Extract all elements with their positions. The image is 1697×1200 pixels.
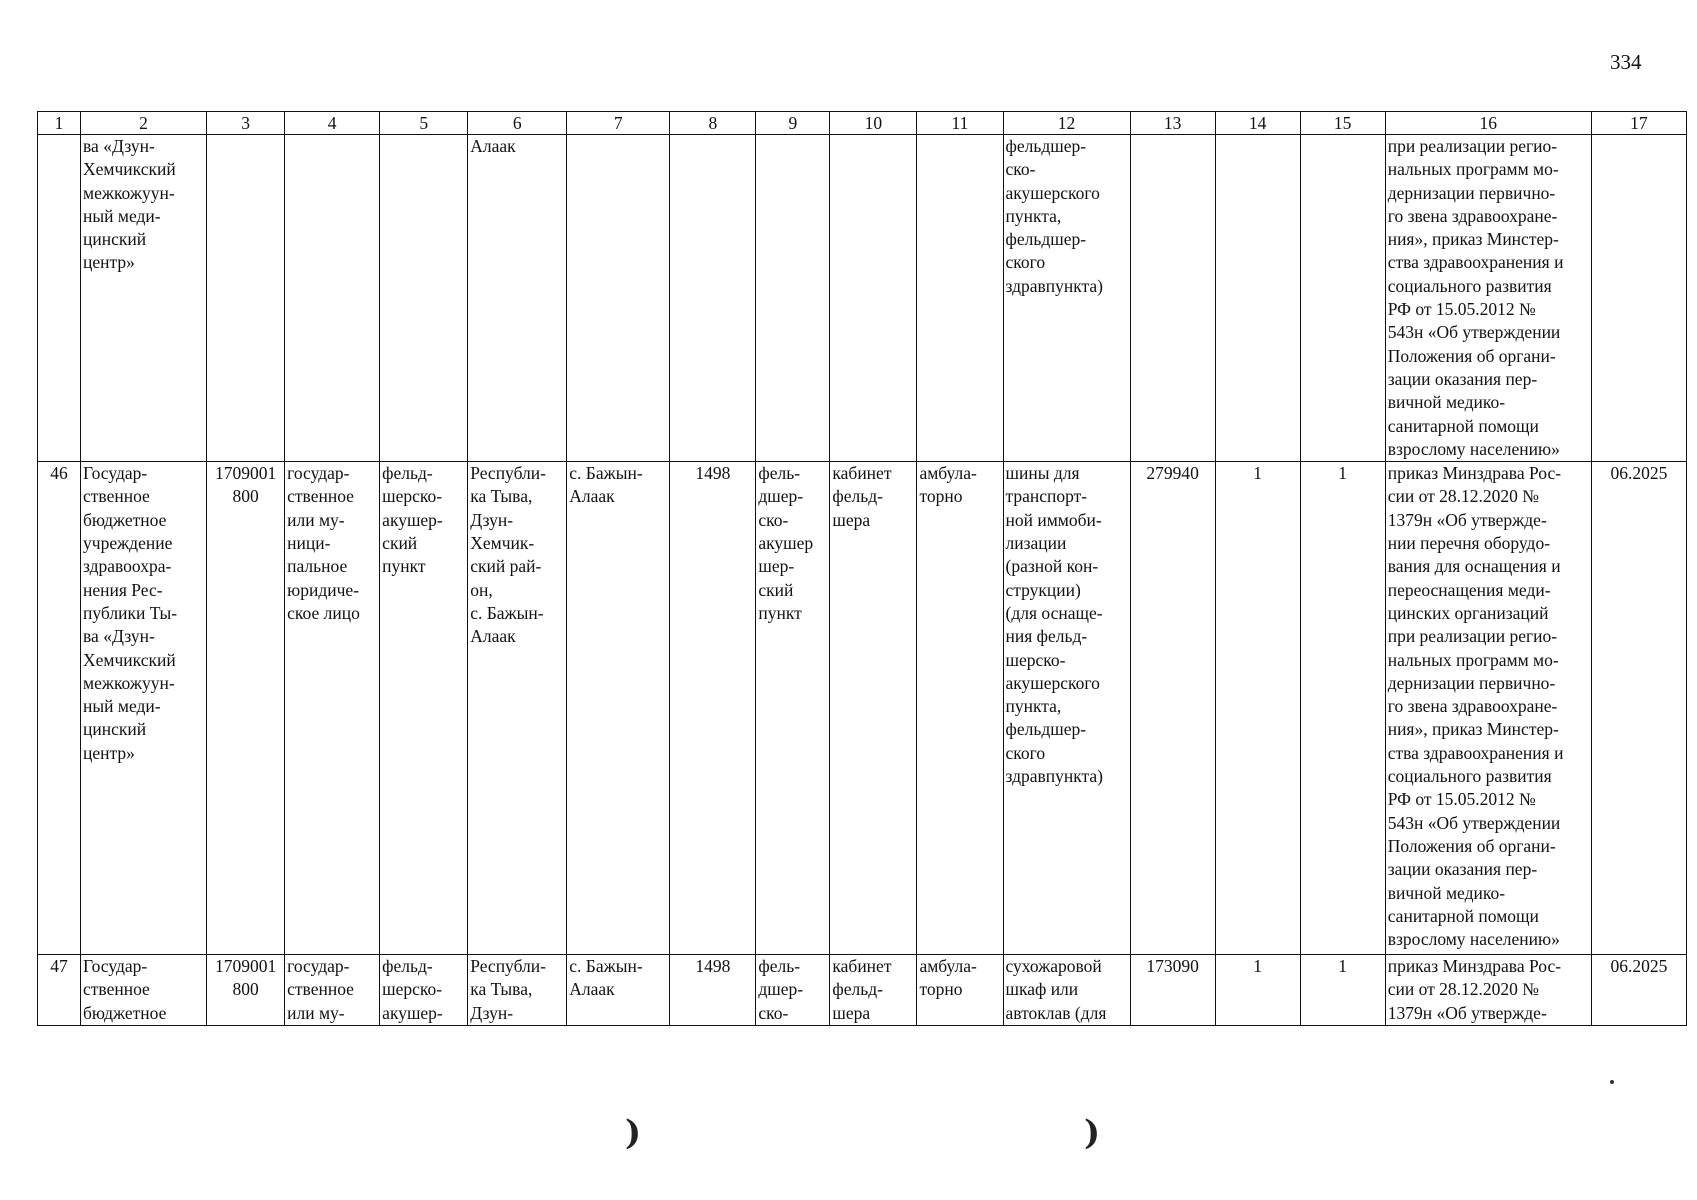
cell-text-line: дернизации первично- <box>1387 182 1556 203</box>
cell-text-line: учреждение <box>83 533 173 554</box>
unit-cell <box>756 462 830 955</box>
cell-text-line: зации оказания пер- <box>1387 368 1538 389</box>
organization-name-cell <box>81 955 207 1026</box>
cell-text-line: пункта, <box>1005 205 1062 226</box>
cell-text-line: ственное <box>83 979 150 1000</box>
cell-text-line: ния», приказ Минстер- <box>1387 229 1559 250</box>
population-cell: 1498 <box>670 462 756 955</box>
cell-text-line: цинский <box>83 719 147 740</box>
legal-form-cell <box>285 135 380 462</box>
margin-mark: ) <box>1084 1113 1101 1153</box>
quantity-cell <box>1300 135 1385 462</box>
cell-text-line: зации оказания пер- <box>1387 859 1538 880</box>
equipment-cell <box>1003 462 1130 955</box>
cost-cell: 279940 <box>1130 462 1215 955</box>
equipment-table <box>37 111 1687 1026</box>
cell-text-line: или му- <box>287 509 345 530</box>
cell-text-line: ско- <box>758 1002 789 1023</box>
organization-name-cell <box>81 135 207 462</box>
column-number-row <box>38 112 1687 135</box>
quantity-cell: 1 <box>1300 955 1385 1026</box>
column-header-6: 6 <box>468 112 567 135</box>
cost-cell: 173090 <box>1130 955 1215 1026</box>
quantity-cell: 1 <box>1215 462 1300 955</box>
cell-text-line: ства здравоохранения и <box>1387 252 1564 273</box>
date-cell <box>1591 135 1686 462</box>
cell-text-line: акушер- <box>382 509 443 530</box>
cell-text-line: ско- <box>1005 159 1036 180</box>
cell-text-line: кабинет <box>832 956 892 977</box>
column-header-11: 11 <box>917 112 1003 135</box>
cell-text-line: кабинет <box>832 463 892 484</box>
cell-text-line: ния фельд- <box>1005 626 1088 647</box>
cell-text-line: межкожуун- <box>83 672 175 693</box>
cell-text-line: или му- <box>287 1002 345 1023</box>
equipment-cell <box>1003 135 1130 462</box>
cell-text-line: 543н «Об утверждении <box>1387 322 1561 343</box>
cell-text-line: (для оснаще- <box>1005 602 1103 623</box>
cell-text-line: межкожуун- <box>83 182 175 203</box>
cell-text-line: 543н «Об утверждении <box>1387 812 1561 833</box>
cell-text-line: сии от 28.12.2020 № <box>1387 979 1539 1000</box>
legal-basis-cell <box>1385 955 1591 1026</box>
cell-text-line: фельд- <box>832 979 883 1000</box>
cell-text-line: ский <box>382 533 418 554</box>
cell-text-line: он, <box>470 579 493 600</box>
cell-text-line: шер- <box>758 556 795 577</box>
legal-form-cell <box>285 462 380 955</box>
cell-text-line: ский <box>758 579 794 600</box>
column-header-13: 13 <box>1130 112 1215 135</box>
cell-text-line: бюджетное <box>83 1002 167 1023</box>
column-header-7: 7 <box>567 112 670 135</box>
cell-text-line: фельдшер- <box>1005 719 1087 740</box>
cell-text-line: взрослому населению» <box>1387 929 1560 950</box>
code-cell <box>207 462 285 955</box>
column-header-12: 12 <box>1003 112 1130 135</box>
cell-text-line: дернизации первично- <box>1387 672 1556 693</box>
facility-type-cell <box>380 462 468 955</box>
cost-cell <box>1130 135 1215 462</box>
care-mode-cell <box>917 955 1003 1026</box>
code-cell <box>207 955 285 1026</box>
equipment-cell <box>1003 955 1130 1026</box>
cell-text-line: вания для оснащения и <box>1387 556 1561 577</box>
column-header-17: 17 <box>1591 112 1686 135</box>
cell-text-line: приказ Минздрава Рос- <box>1387 463 1562 484</box>
cell-text-line: ско- <box>758 509 789 530</box>
cell-text-line: Хемчик- <box>470 533 535 554</box>
cell-text-line: санитарной помощи <box>1387 415 1539 436</box>
cell-text-line: пункта, <box>1005 696 1062 717</box>
column-header-4: 4 <box>285 112 380 135</box>
cell-text-line: 800 <box>232 486 259 507</box>
cell-text-line: 1709001 <box>214 956 277 977</box>
cell-text-line: Дзун- <box>470 1002 514 1023</box>
address-cell <box>468 135 567 462</box>
cell-text-line: дшер- <box>758 979 804 1000</box>
cell-text-line: пальное <box>287 556 348 577</box>
row-number-cell: 46 <box>38 462 81 955</box>
column-header-14: 14 <box>1215 112 1300 135</box>
row-number-cell: 47 <box>38 955 81 1026</box>
population-cell <box>670 135 756 462</box>
cell-text-line: здравпункта) <box>1005 766 1103 787</box>
column-header-16: 16 <box>1385 112 1591 135</box>
cell-text-line: взрослому населению» <box>1387 438 1560 459</box>
cell-text-line: ка Тыва, <box>470 486 533 507</box>
cell-text-line: ный меди- <box>83 205 161 226</box>
cell-text-line: приказ Минздрава Рос- <box>1387 956 1562 977</box>
cell-text-line: амбула- <box>919 463 977 484</box>
column-header-10: 10 <box>830 112 917 135</box>
cell-text-line: шерско- <box>382 979 443 1000</box>
cell-text-line: ский рай- <box>470 556 542 577</box>
cell-text-line: ници- <box>287 533 331 554</box>
cell-text-line: ственное <box>83 486 150 507</box>
cell-text-line: ственное <box>287 486 354 507</box>
cell-text-line: сии от 28.12.2020 № <box>1387 486 1539 507</box>
care-mode-cell <box>917 462 1003 955</box>
room-cell <box>830 135 917 462</box>
column-header-5: 5 <box>380 112 468 135</box>
cell-text-line: ва «Дзун- <box>83 626 155 647</box>
table-row <box>38 955 1687 1026</box>
cell-text-line: государ- <box>287 956 350 977</box>
cell-text-line: шера <box>832 509 871 530</box>
cell-text-line: торно <box>919 979 963 1000</box>
cell-text-line: 800 <box>232 979 259 1000</box>
cell-text-line: с. Бажын- <box>569 463 643 484</box>
cell-text-line: при реализации регио- <box>1387 136 1558 156</box>
cell-text-line: юридиче- <box>287 579 359 600</box>
cell-text-line: лизации <box>1005 533 1067 554</box>
cell-text-line: пункт <box>382 556 426 577</box>
facility-type-cell <box>380 135 468 462</box>
cell-text-line: социального развития <box>1387 766 1552 787</box>
cell-text-line: ского <box>1005 742 1046 763</box>
column-header-3: 3 <box>207 112 285 135</box>
cell-text-line: шерско- <box>1005 649 1066 670</box>
cell-text-line: центр» <box>83 742 135 763</box>
settlement-cell <box>567 955 670 1026</box>
cell-text-line: нения Рес- <box>83 579 163 600</box>
cell-text-line: РФ от 15.05.2012 № <box>1387 789 1536 810</box>
population-cell: 1498 <box>670 955 756 1026</box>
cell-text-line: фельд- <box>382 956 433 977</box>
quantity-cell <box>1215 135 1300 462</box>
row-number-cell <box>38 135 81 462</box>
care-mode-cell <box>917 135 1003 462</box>
column-header-1: 1 <box>38 112 81 135</box>
unit-cell <box>756 135 830 462</box>
legal-basis-cell <box>1385 135 1591 462</box>
cell-text-line: ва «Дзун- <box>83 136 155 156</box>
cell-text-line: Положения об органи- <box>1387 835 1556 856</box>
margin-mark: ) <box>625 1113 642 1153</box>
cell-text-line: транспорт- <box>1005 486 1088 507</box>
cell-text-line: ный меди- <box>83 696 161 717</box>
date-cell: 06.2025 <box>1591 462 1686 955</box>
cell-text-line: Хемчикский <box>83 649 176 670</box>
cell-text-line: го звена здравоохране- <box>1387 205 1558 226</box>
cell-text-line: социального развития <box>1387 275 1552 296</box>
cell-text-line: Дзун- <box>470 509 514 530</box>
cell-text-line: Республи- <box>470 956 546 977</box>
cell-text-line: Алаак <box>569 486 615 507</box>
cell-text-line: шины для <box>1005 463 1080 484</box>
facility-type-cell <box>380 955 468 1026</box>
quantity-cell: 1 <box>1215 955 1300 1026</box>
cell-text-line: ка Тыва, <box>470 979 533 1000</box>
cell-text-line: 1709001 <box>214 463 277 484</box>
address-cell <box>468 462 567 955</box>
cell-text-line: фель- <box>758 956 801 977</box>
cell-text-line: Положения об органи- <box>1387 345 1556 366</box>
legal-form-cell <box>285 955 380 1026</box>
cell-text-line: Государ- <box>83 463 148 484</box>
cell-text-line: здравоохра- <box>83 556 172 577</box>
cell-text-line: Алаак <box>569 979 615 1000</box>
cell-text-line: Республи- <box>470 463 546 484</box>
page-number: 334 <box>1610 50 1642 74</box>
cell-text-line: акушерского <box>1005 182 1100 203</box>
address-cell <box>468 955 567 1026</box>
cell-text-line: ства здравоохранения и <box>1387 742 1564 763</box>
cell-text-line: пункт <box>758 602 802 623</box>
cell-text-line: переоснащения меди- <box>1387 579 1551 600</box>
cell-text-line: 1379н «Об утвержде- <box>1387 1002 1547 1023</box>
room-cell <box>830 955 917 1026</box>
cell-text-line: нии перечня оборудо- <box>1387 533 1551 554</box>
column-header-2: 2 <box>81 112 207 135</box>
table-row <box>38 462 1687 955</box>
cell-text-line: ния», приказ Минстер- <box>1387 719 1559 740</box>
cell-text-line: при реализации регио- <box>1387 626 1558 647</box>
cell-text-line: сухожаровой <box>1005 956 1102 977</box>
cell-text-line: Государ- <box>83 956 148 977</box>
cell-text-line: Хемчикский <box>83 159 176 180</box>
cell-text-line: вичной медико- <box>1387 882 1506 903</box>
cell-text-line: амбула- <box>919 956 977 977</box>
cell-text-line: ственное <box>287 979 354 1000</box>
cell-text-line: автоклав (для <box>1005 1002 1107 1023</box>
cell-text-line: дшер- <box>758 486 804 507</box>
cell-text-line: ское лицо <box>287 602 360 623</box>
quantity-cell: 1 <box>1300 462 1385 955</box>
cell-text-line: 1379н «Об утвержде- <box>1387 509 1547 530</box>
cell-text-line: акушер <box>758 533 814 554</box>
cell-text-line: санитарной помощи <box>1387 905 1539 926</box>
cell-text-line: Алаак <box>470 136 516 156</box>
unit-cell <box>756 955 830 1026</box>
column-header-15: 15 <box>1300 112 1385 135</box>
code-cell <box>207 135 285 462</box>
cell-text-line: государ- <box>287 463 350 484</box>
cell-text-line: ной иммоби- <box>1005 509 1102 530</box>
cell-text-line: бюджетное <box>83 509 167 530</box>
cell-text-line: публики Ты- <box>83 602 178 623</box>
cell-text-line: фель- <box>758 463 801 484</box>
room-cell <box>830 462 917 955</box>
cell-text-line: фельдшер- <box>1005 229 1087 250</box>
cell-text-line: цинский <box>83 229 147 250</box>
cell-text-line: шера <box>832 1002 871 1023</box>
date-cell: 06.2025 <box>1591 955 1686 1026</box>
cell-text-line: го звена здравоохране- <box>1387 696 1558 717</box>
scan-speck <box>1610 1080 1614 1084</box>
table-row <box>38 135 1687 462</box>
column-header-8: 8 <box>670 112 756 135</box>
cell-text-line: шкаф или <box>1005 979 1079 1000</box>
cell-text-line: струкции) <box>1005 579 1081 600</box>
cell-text-line: цинских организаций <box>1387 602 1549 623</box>
cell-text-line: с. Бажын- <box>470 602 544 623</box>
legal-basis-cell <box>1385 462 1591 955</box>
cell-text-line: ского <box>1005 252 1046 273</box>
cell-text-line: вичной медико- <box>1387 392 1506 413</box>
settlement-cell <box>567 135 670 462</box>
column-header-9: 9 <box>756 112 830 135</box>
organization-name-cell <box>81 462 207 955</box>
cell-text-line: акушерского <box>1005 672 1100 693</box>
cell-text-line: фельд- <box>832 486 883 507</box>
cell-text-line: здравпункта) <box>1005 275 1103 296</box>
cell-text-line: центр» <box>83 252 135 273</box>
cell-text-line: шерско- <box>382 486 443 507</box>
cell-text-line: акушер- <box>382 1002 443 1023</box>
cell-text-line: Алаак <box>470 626 516 647</box>
cell-text-line: (разной кон- <box>1005 556 1099 577</box>
cell-text-line: фельдшер- <box>1005 136 1087 156</box>
cell-text-line: РФ от 15.05.2012 № <box>1387 299 1536 320</box>
settlement-cell <box>567 462 670 955</box>
cell-text-line: нальных программ мо- <box>1387 649 1559 670</box>
cell-text-line: с. Бажын- <box>569 956 643 977</box>
cell-text-line: нальных программ мо- <box>1387 159 1559 180</box>
cell-text-line: фельд- <box>382 463 433 484</box>
cell-text-line: торно <box>919 486 963 507</box>
